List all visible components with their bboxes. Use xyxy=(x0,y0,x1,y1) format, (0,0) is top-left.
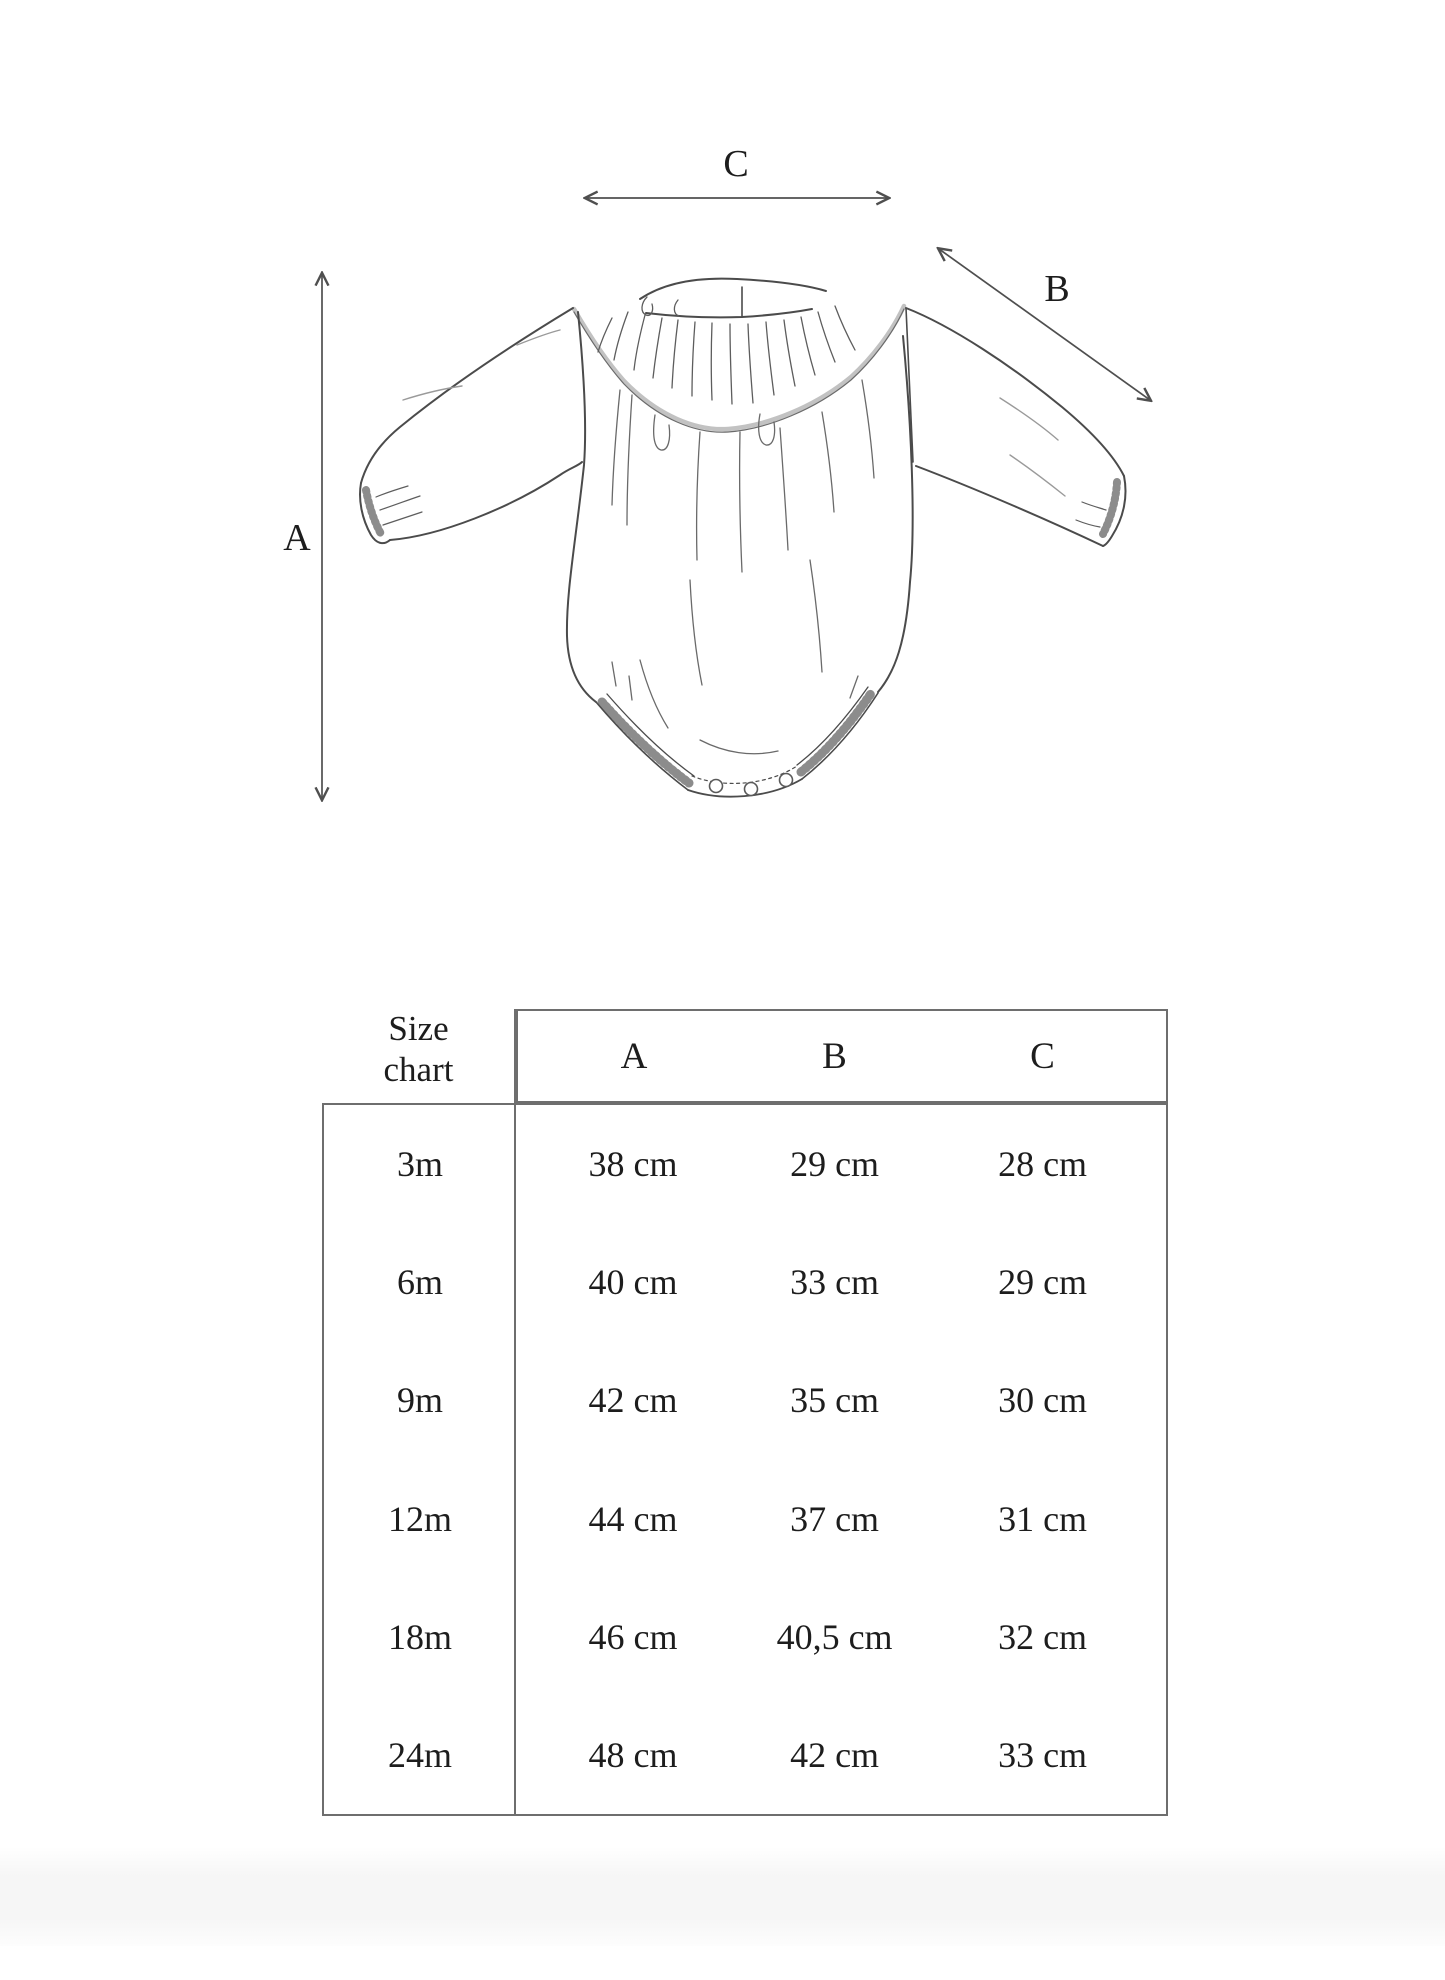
right-sleeve-underside xyxy=(916,466,1103,546)
left-sleeve-underside xyxy=(390,462,582,540)
row-measurement-value: 32 cm xyxy=(998,1616,1088,1657)
body-wrinkles xyxy=(612,380,874,754)
column-header-c: C xyxy=(1030,1035,1055,1077)
table-row xyxy=(324,1105,1166,1223)
row-measurement-value: 44 cm xyxy=(588,1498,678,1539)
left-leg-elastic xyxy=(602,702,689,783)
right-cuff-elastic xyxy=(1103,482,1117,534)
dimension-arrows xyxy=(322,198,1150,799)
left-cuff-elastic xyxy=(366,490,381,534)
page-bottom-shade xyxy=(0,1846,1445,1946)
table-row xyxy=(324,1578,1166,1696)
body-left-edge xyxy=(567,312,596,702)
right-leg-elastic xyxy=(801,692,872,772)
row-measurement-value: 37 cm xyxy=(790,1498,880,1539)
height-dimension-label: A xyxy=(283,517,311,559)
row-size-label: 24m xyxy=(388,1734,453,1775)
size-table-divider xyxy=(514,1009,516,1816)
row-measurement-value: 30 cm xyxy=(998,1380,1088,1421)
row-measurement-value: 33 cm xyxy=(998,1734,1088,1775)
row-measurement-value: 40,5 cm xyxy=(776,1616,893,1657)
row-measurement-value: 42 cm xyxy=(588,1380,678,1421)
column-header-b: B xyxy=(822,1035,847,1077)
column-header-a: A xyxy=(620,1035,648,1077)
row-measurement-value: 33 cm xyxy=(790,1262,880,1303)
neckband xyxy=(640,279,826,299)
row-size-label: 12m xyxy=(388,1498,453,1539)
right-sleeve-top xyxy=(906,308,1124,476)
row-size-label: 3m xyxy=(397,1144,444,1185)
table-row xyxy=(324,1341,1166,1459)
row-measurement-value: 29 cm xyxy=(790,1144,880,1185)
sleeve-dimension-label: B xyxy=(1044,268,1070,310)
row-measurement-value: 38 cm xyxy=(588,1144,678,1185)
chest-dimension-label: C xyxy=(723,143,749,185)
table-row xyxy=(324,1696,1166,1814)
row-measurement-value: 31 cm xyxy=(998,1498,1088,1539)
size-chart-title xyxy=(322,1000,515,1100)
row-size-label: 18m xyxy=(388,1616,453,1657)
size-table-header xyxy=(516,1009,1168,1103)
row-measurement-value: 48 cm xyxy=(588,1734,678,1775)
row-measurement-value: 40 cm xyxy=(588,1262,678,1303)
row-size-label: 6m xyxy=(397,1262,444,1303)
table-row xyxy=(324,1223,1166,1341)
row-size-label: 9m xyxy=(397,1380,444,1421)
body-right-edge xyxy=(878,336,913,692)
left-sleeve-top xyxy=(361,308,573,483)
row-measurement-value: 35 cm xyxy=(790,1380,880,1421)
row-measurement-value: 28 cm xyxy=(998,1144,1088,1185)
row-measurement-value: 42 cm xyxy=(790,1734,880,1775)
size-chart-title-line2: chart xyxy=(383,1050,454,1089)
collar-gathers xyxy=(598,297,855,404)
snap-buttons xyxy=(710,774,793,796)
table-row xyxy=(324,1459,1166,1577)
garment-sketch xyxy=(0,0,1445,900)
romper-drawing xyxy=(360,279,1125,797)
row-measurement-value: 29 cm xyxy=(998,1262,1088,1303)
size-chart-title-line1: Size xyxy=(388,1009,449,1049)
row-measurement-value: 46 cm xyxy=(588,1616,678,1657)
size-table-body xyxy=(322,1103,1168,1816)
